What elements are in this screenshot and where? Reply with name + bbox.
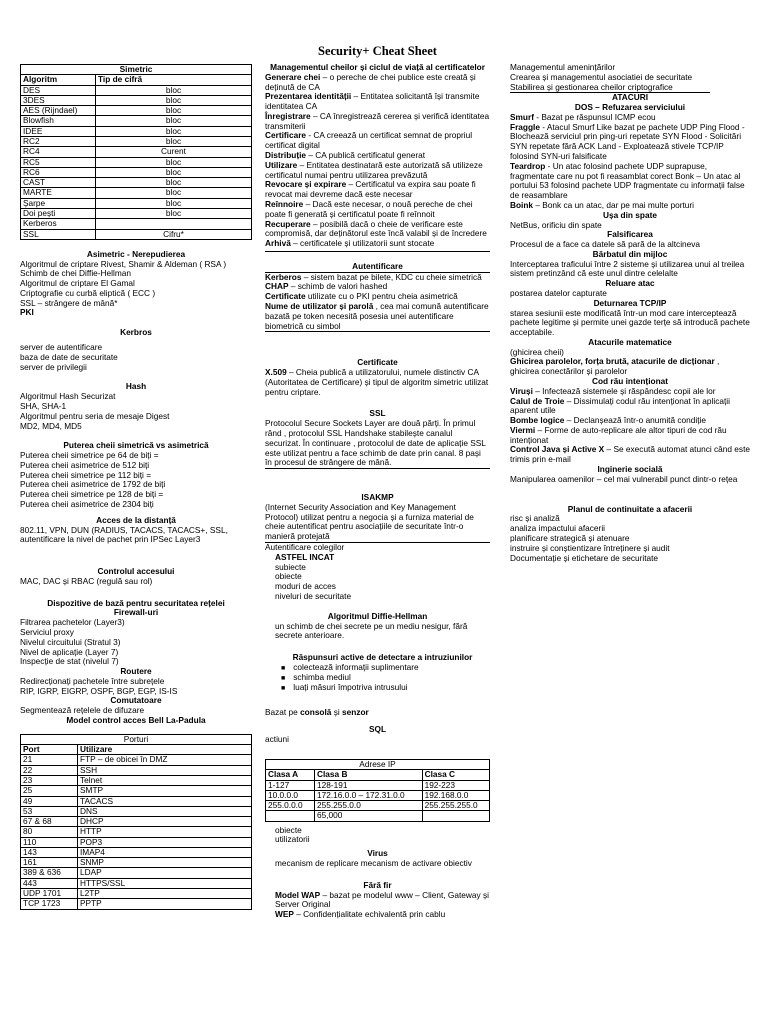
symmetric-row-cell: bloc — [96, 188, 252, 198]
ip-row-cell: 128-191 — [315, 780, 423, 790]
spoofing-title: Falsificarea — [607, 229, 653, 240]
key-strength-item: Puterea cheii asimetrice de 512 biți — [20, 460, 150, 470]
port-row-cell: L2TP — [78, 889, 252, 899]
router-item: RIP, IGRP, EIGRP, OSPF, BGP, EGP, IS-IS — [20, 686, 178, 696]
port-row-cell: LDAP — [78, 868, 252, 878]
astfel-item: niveluri de securitate — [275, 591, 352, 601]
hijack-text: starea sesiunii este modificată într-un mod care interceptează pachete legitime și permite unei gazde terțe să introducă pachete acceptabile. — [510, 307, 750, 338]
hash-item: SHA, SHA-1 — [20, 401, 67, 411]
malicious-code-item: Calul de Troie – Dissimulați codul rău intenționat în aplicații aparent utile — [510, 395, 730, 416]
column-middle — [265, 63, 490, 920]
key-strength-item: Puterea cheii asimetrice de 2304 biți — [20, 499, 154, 509]
ip-row — [266, 801, 490, 811]
symmetric-row-cell: bloc — [96, 208, 252, 218]
port-row — [21, 878, 252, 888]
hash-title: Hash — [125, 381, 147, 392]
symmetric-row-cell: Kerberos — [21, 219, 96, 229]
astfel-item: subiecte — [275, 562, 306, 572]
remote-access-text: 802.11, VPN, DUN (RADIUS, TACACS, TACACS+, SSL, autentificare la nivel de pachet prin IPSec Layer3 — [20, 524, 228, 545]
key-management-item: Certificare - CA creează un certificat semnat de propriul certificat digital — [265, 130, 473, 151]
asymmetric-item: Algoritmul de criptare Rivest, Shamir & Aldeman ( RSA ) — [20, 259, 227, 269]
kerbros-item: server de privilegii — [20, 362, 87, 372]
threat-mgmt-list — [510, 63, 750, 92]
authentication-title: Autentificare — [352, 260, 403, 271]
port-row — [21, 837, 252, 847]
key-management-item: Reînnoire – Dacă este necesar, o nouă pereche de chei poate fi generată și certificatul poate fi reînnoit — [265, 198, 473, 219]
ip-row-cell: 255.255.255.0 — [422, 801, 489, 811]
port-row-cell: HTTP — [78, 827, 252, 837]
ip-row-cell: 10.0.0.0 — [266, 790, 315, 800]
firewall-item: Inspecție de stat (nivelul 7) — [20, 657, 119, 667]
hash-item: MD2, MD4, MD5 — [20, 421, 82, 431]
spoofing-text: Procesul de a face ca datele să pară de la altcineva — [510, 239, 701, 250]
router-item: Redirecționați pachetele între subrețele — [20, 676, 165, 686]
isakmp-title: ISAKMP — [361, 492, 394, 503]
authentication-list — [265, 273, 490, 332]
symmetric-row — [21, 106, 252, 116]
ip-header-a: Clasa A — [266, 770, 315, 780]
ip-row-cell: 1-127 — [266, 780, 315, 790]
symmetric-row-cell: bloc — [96, 157, 252, 167]
ip-header-c: Clasa C — [422, 770, 489, 780]
math-attacks-text: (ghicirea cheii) Ghicirea parolelor, forța brută, atacurile de dicționar , ghicirea conectărilor și parolelor — [510, 346, 720, 377]
port-row-cell: Telnet — [78, 775, 252, 785]
symmetric-row-cell: SSL — [21, 229, 96, 239]
isakmp-extra: Autentificare colegilor — [265, 542, 345, 553]
ip-table — [265, 759, 490, 822]
key-management-item: Arhivă – certificatele și utilizatorii sunt stocate — [265, 238, 435, 249]
port-row-cell: TACACS — [78, 796, 252, 806]
mitm-text: Interceptarea traficului între 2 sisteme și utilizarea unui al treilea sistem pretinzând că este unul dintre celelalte — [510, 258, 745, 279]
ports-header-port: Port — [21, 745, 78, 755]
ids-footer: Bazat pe consolă și senzor — [265, 706, 369, 717]
port-row — [21, 847, 252, 857]
firewalls-title: Firewall-uri — [113, 607, 159, 618]
replay-text: postarea datelor capturate — [510, 287, 607, 298]
wireless-list — [265, 891, 490, 920]
key-strength-item: Puterea cheii simetrice pe 64 de biți = — [20, 451, 159, 461]
port-row-cell: UDP 1701 — [21, 889, 78, 899]
ids-title: Răspunsuri active de detectare a intruziunilor — [292, 652, 473, 663]
symmetric-row-cell: Cifru* — [96, 229, 252, 239]
authentication-item: Certificate utilizate cu o PKI pentru cheia asimetrică — [265, 291, 458, 302]
kerbros-item: server de autentificare — [20, 343, 103, 353]
diffie-hellman-text: un schimb de chei secrete pe un mediu nesigur, fără secrete anterioare. — [275, 620, 468, 641]
ip-row-cell — [266, 811, 315, 821]
ip-row — [266, 790, 490, 800]
bcp-item: analiza impactului afacerii — [510, 524, 606, 534]
symmetric-header-type: Tip de cifră — [96, 75, 252, 85]
bcp-item: risc și analiză — [510, 514, 560, 524]
bcp-item: instruire și conștientizare întreținere și audit — [510, 543, 670, 553]
routers-title: Routere — [120, 666, 152, 677]
port-row-cell: 22 — [21, 765, 78, 775]
key-strength-item: Puterea cheii asimetrice de 1792 de biți — [20, 480, 166, 490]
key-strength-item: Puterea cheii simetrice pe 128 de biți = — [20, 490, 164, 500]
page-title: Security+ Cheat Sheet — [318, 44, 437, 58]
astfel-title: ASTFEL INCAT — [275, 551, 335, 562]
port-row — [21, 827, 252, 837]
symmetric-row-cell: bloc — [96, 136, 252, 146]
asymmetric-item: PKI — [20, 308, 34, 318]
column-left — [20, 64, 252, 910]
symmetric-row-cell: bloc — [96, 106, 252, 116]
backdoor-text: NetBus, orificiu din spate — [510, 219, 602, 230]
virus-title: Virus — [367, 848, 388, 859]
ip-after-item: obiecte — [275, 825, 302, 835]
attacks-title: ATACURI — [611, 92, 649, 103]
port-row-cell: DHCP — [78, 817, 252, 827]
math-attacks-title: Atacurile matematice — [588, 336, 672, 347]
port-row — [21, 889, 252, 899]
social-engineering-title: Inginerie socială — [597, 464, 663, 475]
threat-mgmt-item: Stabilirea și gestionarea cheilor criptografice — [510, 82, 673, 92]
malicious-code-title: Cod rău intenționat — [591, 376, 669, 386]
ip-row — [266, 811, 490, 821]
port-row-cell: 25 — [21, 786, 78, 796]
port-row-cell: 80 — [21, 827, 78, 837]
astfel-item: obiecte — [275, 572, 302, 582]
symmetric-row — [21, 229, 252, 239]
authentication-item: CHAP – schimb de valori hashed — [265, 281, 388, 292]
symmetric-row-cell: bloc — [96, 95, 252, 105]
symmetric-header-algorithm: Algoritm — [21, 75, 96, 85]
dos-item: Smurf - Bazat pe răspunsul ICMP ecou — [510, 111, 656, 122]
ids-item: ■ schimba mediul — [281, 673, 490, 683]
key-strength-title: Puterea cheii simetrică vs asimetrică — [63, 440, 209, 451]
key-management-item: Revocare și expirare – Certificatul va expira sau poate fi revocat mai devreme dacă este necesar — [265, 179, 476, 200]
port-row-cell: 143 — [21, 847, 78, 857]
ip-after-item: utilizatorii — [275, 835, 310, 845]
dos-title: DOS – Refuzarea serviciului — [574, 102, 686, 113]
threat-mgmt-item: Crearea și managementul asociatiei de securitate — [510, 72, 693, 82]
malicious-code-list — [510, 387, 750, 465]
ports-table — [20, 734, 252, 910]
astfel-list — [275, 563, 490, 602]
ip-row-cell: 255.255.0.0 — [315, 801, 423, 811]
port-row-cell: SNMP — [78, 858, 252, 868]
symmetric-row — [21, 167, 252, 177]
ip-row-cell — [422, 811, 489, 821]
astfel-item: moduri de acces — [275, 582, 336, 592]
bcp-item: Documentație și etichetare de securitate — [510, 553, 659, 563]
port-row — [21, 775, 252, 785]
ids-item: ■ colectează informații suplimentare — [281, 663, 490, 673]
symmetric-row-cell: bloc — [96, 198, 252, 208]
symmetric-row — [21, 198, 252, 208]
symmetric-row-cell: MARTE — [21, 188, 96, 198]
symmetric-row — [21, 126, 252, 136]
port-row-cell: 53 — [21, 806, 78, 816]
replay-title: Reluare atac — [605, 278, 655, 289]
symmetric-row — [21, 116, 252, 126]
symmetric-row-cell: Blowfish — [21, 116, 96, 126]
certificates-text: X.509 – Cheia publică a utilizatorului, numele distinctiv CA (Autoritatea de Certificare) și tipul de algoritm simetric utilizat pentru criptare. — [265, 367, 489, 397]
isakmp-text: (Internet Security Association and Key Management Protocol) utilizat pentru a negocia și a furniza material de cheie autentificat pentru asociațiile de securitate într-o manieră protejată — [265, 501, 474, 542]
symmetric-row-cell: Curent — [96, 147, 252, 157]
key-strength-list — [20, 451, 252, 510]
key-management-item: Recuperare – posibilă dacă o cheie de verificare este compromisă, dar deținătorul este încă valabil și de încredere — [265, 218, 487, 239]
firewall-item: Nivelul circuitului (Stratul 3) — [20, 637, 121, 647]
mitm-title: Bărbatul din mijloc — [592, 248, 668, 259]
switches-title: Comutatoare — [110, 695, 162, 706]
port-row-cell: TCP 1723 — [21, 899, 78, 909]
ip-caption: Adrese IP — [266, 759, 490, 769]
wireless-item: Model WAP – bazat pe modelul www – Client, Gateway și Server Original — [275, 889, 489, 910]
symmetric-row — [21, 208, 252, 218]
kerbros-item: baza de date de securitate — [20, 352, 118, 362]
key-strength-item: Puterea cheii simetrice pe 112 biți = — [20, 470, 152, 480]
symmetric-row-cell — [96, 219, 252, 229]
sql-text: actiuni — [265, 734, 289, 745]
ports-header-usage: Utilizare — [78, 745, 252, 755]
symmetric-row-cell: bloc — [96, 167, 252, 177]
port-row-cell: 389 & 636 — [21, 868, 78, 878]
port-row — [21, 786, 252, 796]
bcp-title: Planul de continuitate a afacerii — [567, 503, 693, 514]
bcp-list — [510, 514, 750, 563]
port-row — [21, 765, 252, 775]
symmetric-row-cell: 3DES — [21, 95, 96, 105]
hash-list — [20, 392, 252, 431]
dos-list — [510, 113, 750, 211]
bell-lapadula-title: Model control acces Bell La-Padula — [66, 715, 206, 726]
wireless-title: Fără fir — [363, 879, 392, 890]
port-row-cell: DNS — [78, 806, 252, 816]
malicious-code-item: Control Java și Active X – Se execută automat atunci când este trimis prin e-mail — [510, 444, 750, 465]
port-row-cell: POP3 — [78, 837, 252, 847]
sql-title: SQL — [368, 724, 387, 735]
firewall-item: Nivel de aplicație (Layer 7) — [20, 647, 119, 657]
symmetric-row — [21, 136, 252, 146]
symmetric-row — [21, 147, 252, 157]
threat-mgmt-item: Managementul amenințărilor — [510, 63, 616, 72]
ip-after-list — [265, 826, 490, 846]
dos-item: Teardrop - Un atac folosind pachete UDP suprapuse, fragmentate care nu pot fi reasamblat corect Bonk – Un atac al portului 53 folosind pachete UDP fragmentate cu informații false de reasamblare — [510, 160, 745, 201]
asymmetric-item: Schimb de chei Diffie-Hellman — [20, 269, 131, 279]
symmetric-table — [20, 64, 252, 240]
symmetric-row-cell: RC4 — [21, 147, 96, 157]
dos-item: Boink – Bonk ca un atac, dar pe mai multe porturi — [510, 199, 695, 210]
malicious-code-item: Viruși – Infectează sistemele și răspândesc copii ale lor — [510, 385, 716, 396]
symmetric-row-cell: IDEE — [21, 126, 96, 136]
ip-row-cell: 255.0.0.0 — [266, 801, 315, 811]
authentication-item: Nume de utilizator și parolă , cea mai comună autentificare bazată pe token necesită posesia unei autentificare biometrică cu simbol — [265, 300, 489, 331]
key-management-item: Distribuție – CA publică certificatul generat — [265, 150, 426, 161]
routers-list — [20, 677, 252, 697]
symmetric-row — [21, 178, 252, 188]
port-row — [21, 817, 252, 827]
symmetric-row-cell: bloc — [96, 126, 252, 136]
port-row-cell: SSH — [78, 765, 252, 775]
access-control-title: Controlul accesului — [97, 566, 175, 577]
port-row — [21, 899, 252, 909]
hash-item: Algoritmul Hash Securizat — [20, 392, 116, 402]
firewall-item: Serviciul proxy — [20, 628, 74, 637]
asymmetric-item: Algoritmul de criptare El Gamal — [20, 279, 135, 289]
symmetric-row-cell: RC2 — [21, 136, 96, 146]
dos-item: Fraggle - Atacul Smurf Like bazat pe pachete UDP Ping Flood - Blochează serviciul prin ping-uri repetate SYN Flood - Solicitări SYN repetate fără ACK Land - Exploatează stivele TCP/IP folosind SYN-uri falsificate — [510, 121, 745, 162]
symmetric-row-cell: RC6 — [21, 167, 96, 177]
backdoor-title: Ușa din spate — [603, 209, 657, 220]
ids-list — [265, 663, 490, 694]
ip-row-cell: 65,000 — [315, 811, 423, 821]
port-row-cell: SMTP — [78, 786, 252, 796]
access-control-text: MAC, DAC și RBAC (regulă sau rol) — [20, 575, 153, 586]
asymmetric-item: SSL – strângere de mână* — [20, 298, 118, 308]
certificates-title: Certificate — [357, 357, 398, 368]
port-row-cell: 67 & 68 — [21, 817, 78, 827]
symmetric-row-cell: bloc — [96, 178, 252, 188]
authentication-item: Kerberos – sistem bazat pe bilete, KDC cu cheie simetrică — [265, 271, 482, 282]
virus-text: mecanism de replicare mecanism de activare obiectiv — [275, 857, 472, 868]
symmetric-row — [21, 188, 252, 198]
bcp-item: planificare strategică și atenuare — [510, 533, 630, 543]
symmetric-row-cell: DES — [21, 85, 96, 95]
ssl-title: SSL — [369, 408, 386, 419]
ports-caption: Porturi — [21, 734, 252, 744]
hijack-title: Deturnarea TCP/IP — [593, 297, 667, 308]
ip-row-cell: 192.168.0.0 — [422, 790, 489, 800]
symmetric-row — [21, 95, 252, 105]
symmetric-row-cell: RC5 — [21, 157, 96, 167]
port-row — [21, 796, 252, 806]
asymmetric-list — [20, 260, 252, 319]
social-engineering-text: Manipularea oamenilor – cel mai vulnerabil punct dintr-o rețea — [510, 473, 738, 484]
symmetric-row-cell: bloc — [96, 85, 252, 95]
ip-row-cell: 192-223 — [422, 780, 489, 790]
symmetric-row — [21, 219, 252, 229]
symmetric-row — [21, 85, 252, 95]
port-row-cell: 21 — [21, 755, 78, 765]
port-row — [21, 868, 252, 878]
ip-row — [266, 780, 490, 790]
remote-access-title: Acces de la distanță — [96, 514, 176, 525]
kerbros-list — [20, 343, 252, 372]
network-devices-title: Dispozitive de bază pentru securitatea rețelei — [47, 597, 225, 608]
ids-item: ■ luați măsuri împotriva intrusului — [281, 683, 490, 693]
key-management-list — [265, 73, 490, 249]
key-management-item: Utilizare – Entitatea destinatară este autorizată să utilizeze certificatul numai pentru utilizarea prevăzută — [265, 159, 483, 180]
port-row — [21, 755, 252, 765]
symmetric-row — [21, 157, 252, 167]
symmetric-row-cell: bloc — [96, 116, 252, 126]
key-management-item: Înregistrare – CA înregistrează cererea și verifică identitatea transmiterii — [265, 110, 490, 131]
symmetric-row-cell: CAST — [21, 178, 96, 188]
port-row-cell: HTTPS/SSL — [78, 878, 252, 888]
port-row-cell: 443 — [21, 878, 78, 888]
key-management-item: Generare chei – o pereche de chei publice este creată și deținută de CA — [265, 71, 476, 92]
port-row-cell: 110 — [21, 837, 78, 847]
port-row-cell: FTP – de obicei în DMZ — [78, 755, 252, 765]
firewalls-list — [20, 618, 252, 667]
port-row-cell: 49 — [21, 796, 78, 806]
kerbros-title: Kerbros — [120, 327, 152, 338]
key-management-title: Managementul cheilor și ciclul de viață al certificatelor — [270, 62, 485, 72]
port-row-cell: IMAP4 — [78, 847, 252, 857]
port-row — [21, 858, 252, 868]
port-row-cell: 23 — [21, 775, 78, 785]
port-row — [21, 806, 252, 816]
ip-row-cell: 172.16.0.0 – 172.31.0.0 — [315, 790, 423, 800]
wireless-item: WEP – Confidențialitate echivalentă prin cablu — [275, 909, 446, 920]
port-row-cell: PPTP — [78, 899, 252, 909]
port-row-cell: 161 — [21, 858, 78, 868]
hash-item: Algoritmul pentru seria de mesaje Digest — [20, 411, 170, 421]
firewall-item: Filtrarea pachetelor (Layer3) — [20, 618, 125, 628]
key-management-item: Prezentarea identității – Entitatea solicitantă își transmite identitatea CA — [265, 91, 480, 112]
column-right — [510, 63, 750, 563]
symmetric-row-cell: AES (Rijndael) — [21, 106, 96, 116]
ssl-text: Protocolul Secure Sockets Layer are două părți. În primul rând , protocolul SSL Handshake stabilește canalul securizat. În continuare , protocolul de date de aplicație SSL este utilizat pentru a face schimb de date prin canal. 8 pași în procesul de strângere de mână. — [265, 418, 486, 468]
switch-item: Segmentează rețelele de difuzare — [20, 706, 145, 716]
asymmetric-item: Criptografie cu curbă eliptică ( ECC ) — [20, 288, 156, 298]
symmetric-row-cell: Șarpe — [21, 198, 96, 208]
diffie-hellman-title: Algoritmul Diffie-Hellman — [327, 610, 428, 621]
malicious-code-item: Viermi – Forme de auto-replicare ale altor tipuri de cod rău intenționat — [510, 424, 727, 445]
malicious-code-item: Bombe logice – Declanșează într-o anumită condiție — [510, 415, 706, 426]
symmetric-row-cell: Doi pești — [21, 208, 96, 218]
ip-header-b: Clasa B — [315, 770, 423, 780]
symmetric-caption: Simetric — [21, 65, 252, 75]
asymmetric-title: Asimetric - Nerepudierea — [86, 248, 186, 259]
